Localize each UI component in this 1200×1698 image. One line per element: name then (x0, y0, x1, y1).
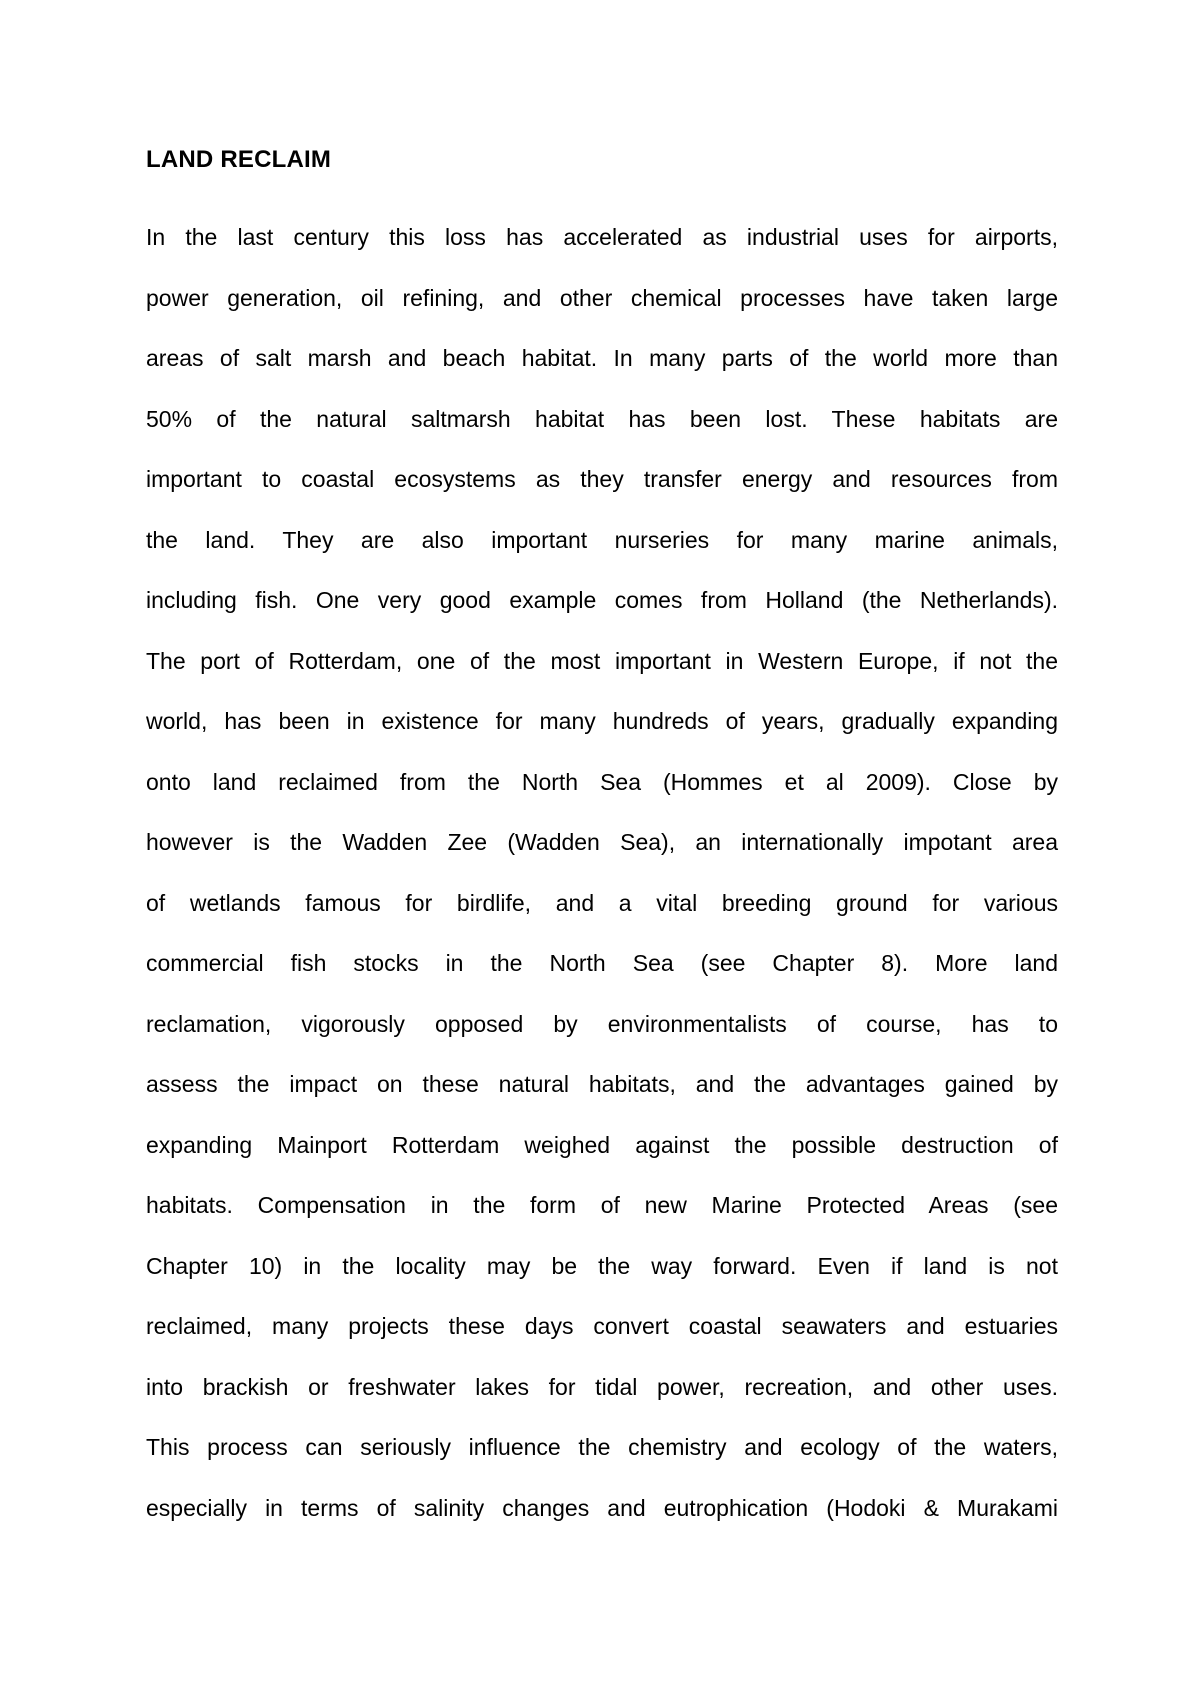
text-line: however is the Wadden Zee (Wadden Sea), an internationally impotant area (146, 829, 1058, 855)
text-line: power generation, oil refining, and other chemical processes have taken large (146, 284, 1058, 311)
text-line: onto land reclaimed from the North Sea (Hommes et al 2009). Close by (146, 768, 1058, 795)
text-line: reclamation, vigorously opposed by environmentalists of course, has to (146, 1010, 1058, 1037)
text-line: In the last century this loss has accelerated as industrial uses for airports, (146, 224, 1058, 250)
text-line: The port of Rotterdam, one of the most important in Western Europe, if not the (146, 647, 1058, 674)
text-line: important to coastal ecosystems as they transfer energy and resources from (146, 466, 1058, 492)
text-line: 50% of the natural saltmarsh habitat has been lost. These habitats are (146, 405, 1058, 432)
text-line: assess the impact on these natural habitats, and the advantages gained by (146, 1071, 1058, 1097)
text-line: expanding Mainport Rotterdam weighed against the possible destruction of (146, 1131, 1058, 1158)
text-line: areas of salt marsh and beach habitat. In many parts of the world more than (146, 345, 1058, 371)
text-line: of wetlands famous for birdlife, and a vital breeding ground for various (146, 889, 1058, 916)
text-line: commercial fish stocks in the North Sea (see Chapter 8). More land (146, 950, 1058, 976)
text-line: world, has been in existence for many hundreds of years, gradually expanding (146, 708, 1058, 734)
text-line: reclaimed, many projects these days convert coastal seawaters and estuaries (146, 1313, 1058, 1339)
text-line: This process can seriously influence the chemistry and ecology of the waters, (146, 1434, 1058, 1460)
text-line: Chapter 10) in the locality may be the way forward. Even if land is not (146, 1252, 1058, 1279)
text-line: habitats. Compensation in the form of new Marine Protected Areas (see (146, 1192, 1058, 1218)
text-line: including fish. One very good example comes from Holland (the Netherlands). (146, 587, 1058, 613)
text-line: into brackish or freshwater lakes for tidal power, recreation, and other uses. (146, 1373, 1058, 1400)
body-paragraph (146, 222, 1058, 1553)
page-title: LAND RECLAIM (146, 146, 332, 173)
text-line: especially in terms of salinity changes and eutrophication (Hodoki & Murakami (146, 1494, 1058, 1521)
text-line: the land. They are also important nurseries for many marine animals, (146, 526, 1058, 553)
